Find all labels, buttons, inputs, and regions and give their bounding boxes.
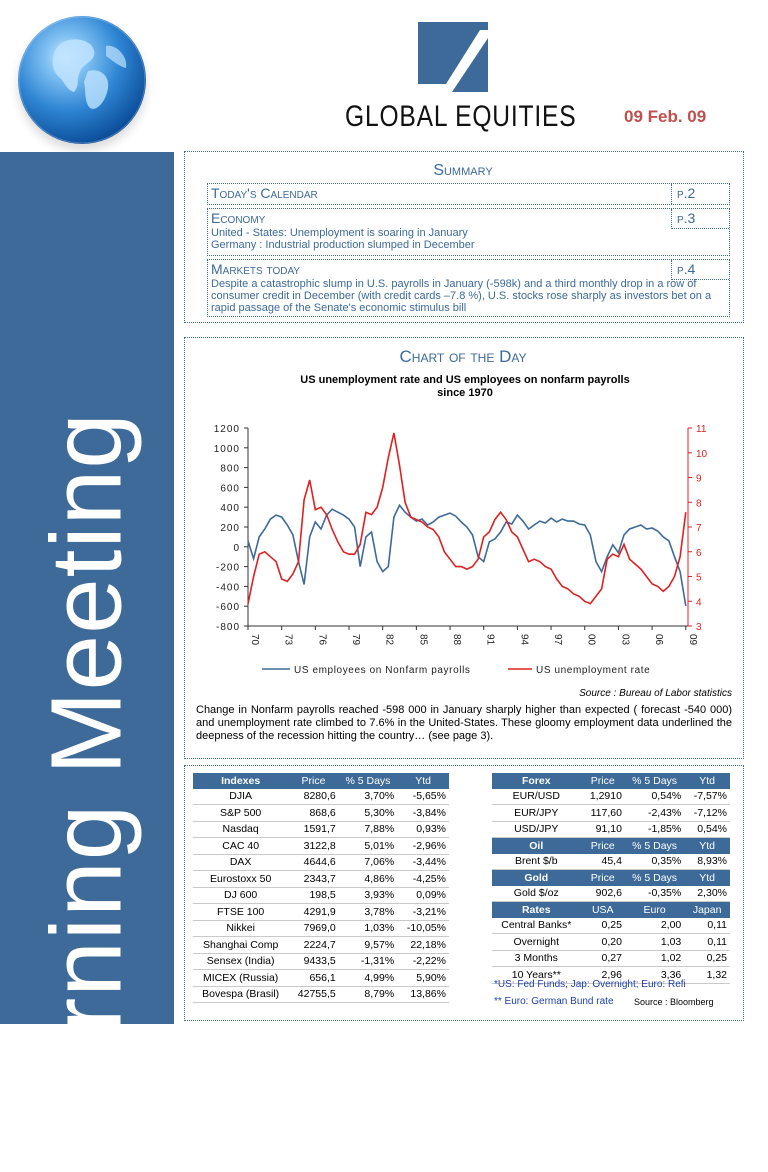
y-left-tick-label: -600 <box>215 602 240 614</box>
indexes-row <box>193 838 449 855</box>
indexes-cell: 1591,7 <box>288 821 338 838</box>
rates-cell: 10 Years** <box>492 967 581 984</box>
forex-row <box>492 821 730 838</box>
summary-page: p.4 <box>671 260 729 280</box>
x-tick-label: 03 <box>619 634 631 646</box>
summary-heading: Economy <box>211 210 266 226</box>
rates-cell: Overnight <box>492 934 581 951</box>
indexes-cell: Sensex (India) <box>193 953 288 970</box>
indexes-cell: 0,93% <box>397 821 449 838</box>
rates-cell: 1,32 <box>684 967 730 984</box>
indexes-cell: 7969,0 <box>288 920 338 937</box>
gold-cell: 2,30% <box>684 886 730 902</box>
forex-cell: 0,54% <box>625 789 684 805</box>
oil-row <box>492 854 730 870</box>
indexes-cell: -3,21% <box>397 904 449 921</box>
x-tick-label: 85 <box>417 634 429 646</box>
x-tick-label: 00 <box>585 634 597 646</box>
y-right-tick-label: 8 <box>696 498 702 510</box>
forex-cell: -7,12% <box>684 805 730 822</box>
chart-title: US unemployment rate and US employees on nonfarm payrolls since 1970 <box>300 374 630 399</box>
forex-cell: EUR/USD <box>492 789 581 805</box>
indexes-cell: 2224,7 <box>288 937 338 954</box>
indexes-cell: 4291,9 <box>288 904 338 921</box>
y-left-tick-label: 200 <box>220 523 240 534</box>
rates-cell: 1,02 <box>625 950 684 967</box>
oil-cell: Brent $/b <box>492 854 581 870</box>
chart-commentary: Change in Nonfarm payrolls reached -598 000 in January sharply higher than expected ( forecast -540 000) and unemployment rate climbed to 7.6% in the United-States. These gloomy employment data underlined the deepness of the recession hitting the country… (see page 3). <box>196 704 732 742</box>
indexes-row <box>193 821 449 838</box>
indexes-cell: Shanghai Comp <box>193 937 288 954</box>
indexes-cell: 0,09% <box>397 887 449 904</box>
indexes-row <box>193 887 449 904</box>
indexes-row <box>193 871 449 888</box>
indexes-cell: -3,44% <box>397 854 449 871</box>
forex-header: Forex <box>492 773 581 789</box>
series-line-unemployment <box>248 433 686 604</box>
x-tick-label: 70 <box>249 634 260 646</box>
y-right-tick-label: 11 <box>696 424 707 435</box>
indexes-cell: Nikkei <box>193 920 288 937</box>
indexes-cell: -3,84% <box>397 805 449 822</box>
indexes-cell: 4,86% <box>339 871 397 888</box>
indexes-cell: 5,30% <box>339 805 397 822</box>
footnote-1: *US: Fed Funds; Jap: Overnight; Euro: Refi <box>494 979 686 990</box>
rates-cell: 2,96 <box>581 967 625 984</box>
legend-label-unemployment: US unemployment rate <box>536 665 651 676</box>
indexes-cell: DJIA <box>193 789 288 805</box>
x-tick-label: 79 <box>350 634 362 646</box>
indexes-row <box>193 904 449 921</box>
x-tick-label: 94 <box>518 634 530 646</box>
gold-header: Gold <box>492 870 581 886</box>
forex-cell: EUR/JPY <box>492 805 581 822</box>
y-left-tick-label: 1000 <box>213 443 240 455</box>
globe-logo <box>18 16 146 144</box>
oil-header: Ytd <box>684 838 730 854</box>
indexes-cell: 9,57% <box>339 937 397 954</box>
rates-cell: 0,11 <box>684 934 730 951</box>
indexes-cell: 7,06% <box>339 854 397 871</box>
gold-header: Ytd <box>684 870 730 886</box>
indexes-cell: 13,86% <box>397 986 449 1003</box>
rates-header: Rates <box>492 902 581 918</box>
y-right-tick-label: 3 <box>696 622 702 633</box>
brand-name: GLOBAL EQUITIES <box>345 100 577 133</box>
oil-header: Oil <box>492 838 581 854</box>
indexes-cell: -2,96% <box>397 838 449 855</box>
indexes-cell: 3122,8 <box>288 838 338 855</box>
indexes-cell: 8280,6 <box>288 789 338 805</box>
indexes-cell: S&P 500 <box>193 805 288 822</box>
x-tick-label: 88 <box>451 634 463 646</box>
forex-table <box>492 773 730 984</box>
indexes-row <box>193 986 449 1003</box>
indexes-row <box>193 953 449 970</box>
indexes-table <box>193 773 449 1003</box>
indexes-cell: 3,70% <box>339 789 397 805</box>
forex-header: % 5 Days <box>625 773 684 789</box>
x-tick-label: 76 <box>316 634 328 646</box>
gold-row <box>492 886 730 902</box>
forex-header: Price <box>581 773 625 789</box>
indexes-header: % 5 Days <box>339 773 397 789</box>
rates-cell: 0,11 <box>684 918 730 934</box>
y-left-tick-label: 800 <box>220 463 240 475</box>
rates-row <box>492 950 730 967</box>
forex-row <box>492 789 730 805</box>
y-left-tick-label: 400 <box>220 503 240 515</box>
rates-cell: Central Banks* <box>492 918 581 934</box>
summary-row-markets[interactable] <box>207 259 730 317</box>
indexes-cell: DJ 600 <box>193 887 288 904</box>
indexes-cell: 8,79% <box>339 986 397 1003</box>
forex-row <box>492 805 730 822</box>
indexes-cell: 3,78% <box>339 904 397 921</box>
indexes-cell: Nasdaq <box>193 821 288 838</box>
summary-heading: Markets today <box>211 261 301 277</box>
forex-cell: -7,57% <box>684 789 730 805</box>
indexes-cell: Eurostoxx 50 <box>193 871 288 888</box>
indexes-row <box>193 854 449 871</box>
summary-row-economy[interactable] <box>207 208 730 256</box>
gold-header: Price <box>581 870 625 886</box>
brand-logo-mark <box>418 22 488 92</box>
forex-cell: 117,60 <box>581 805 625 822</box>
y-left-tick-label: 0 <box>233 542 240 554</box>
indexes-cell: 7,88% <box>339 821 397 838</box>
rates-cell: 0,25 <box>684 950 730 967</box>
indexes-cell: -2,22% <box>397 953 449 970</box>
rates-header: Euro <box>625 902 684 918</box>
summary-title: Summary <box>433 162 493 179</box>
rates-cell: 3,36 <box>625 967 684 984</box>
oil-cell: 45,4 <box>581 854 625 870</box>
indexes-cell: -10,05% <box>397 920 449 937</box>
indexes-cell: 4,99% <box>339 970 397 987</box>
gold-cell: Gold $/oz <box>492 886 581 902</box>
x-tick-label: 91 <box>484 634 496 646</box>
y-left-tick-label: -400 <box>215 582 240 594</box>
indexes-cell: 2343,7 <box>288 871 338 888</box>
report-date: 09 Feb. 09 <box>624 107 707 126</box>
oil-header: % 5 Days <box>625 838 684 854</box>
indexes-cell: 5,01% <box>339 838 397 855</box>
x-tick-label: 09 <box>686 634 698 646</box>
indexes-row <box>193 789 449 805</box>
footnote-source: Source : Bloomberg <box>634 997 714 1007</box>
indexes-cell: 42755,5 <box>288 986 338 1003</box>
indexes-row <box>193 805 449 822</box>
indexes-cell: 5,90% <box>397 970 449 987</box>
chart-section-title: Chart of the Day <box>399 347 527 366</box>
indexes-cell: DAX <box>193 854 288 871</box>
footnote-2: ** Euro: German Bund rate <box>494 996 614 1007</box>
summary-page: p.2 <box>671 184 729 204</box>
indexes-cell: 868,6 <box>288 805 338 822</box>
indexes-cell: 198,5 <box>288 887 338 904</box>
y-left-tick-label: 1200 <box>213 424 240 435</box>
rates-row <box>492 918 730 934</box>
y-left-tick-label: -800 <box>215 622 240 633</box>
indexes-cell: 1,03% <box>339 920 397 937</box>
rates-cell: 3 Months <box>492 950 581 967</box>
forex-cell: USD/JPY <box>492 821 581 838</box>
summary-text: United - States: Unemployment is soaring in January Germany : Industrial production slumped in December <box>211 227 475 251</box>
gold-cell: -0,35% <box>625 886 684 902</box>
indexes-cell: -5,65% <box>397 789 449 805</box>
forex-cell: -1,85% <box>625 821 684 838</box>
rates-header: Japan <box>684 902 730 918</box>
y-right-tick-label: 5 <box>696 572 702 584</box>
rates-cell: 1,03 <box>625 934 684 951</box>
gold-header: % 5 Days <box>625 870 684 886</box>
summary-row-calendar[interactable] <box>207 183 730 205</box>
forex-cell: 91,10 <box>581 821 625 838</box>
y-left-tick-label: 600 <box>220 483 240 495</box>
y-right-tick-label: 10 <box>696 448 708 460</box>
indexes-cell: MICEX (Russia) <box>193 970 288 987</box>
y-right-tick-label: 4 <box>696 597 702 609</box>
indexes-cell: 22,18% <box>397 937 449 954</box>
indexes-header: Ytd <box>397 773 449 789</box>
indexes-row <box>193 937 449 954</box>
indexes-cell: 656,1 <box>288 970 338 987</box>
summary-page: p.3 <box>671 209 729 229</box>
rates-header: USA <box>581 902 625 918</box>
x-tick-label: 06 <box>653 634 665 646</box>
x-tick-label: 73 <box>282 634 294 646</box>
indexes-cell: 4644,6 <box>288 854 338 871</box>
y-right-tick-label: 9 <box>696 473 702 485</box>
chart <box>192 412 732 682</box>
indexes-header: Indexes <box>193 773 288 789</box>
forex-cell: 0,54% <box>684 821 730 838</box>
indexes-cell: 3,93% <box>339 887 397 904</box>
forex-cell: 1,2910 <box>581 789 625 805</box>
indexes-cell: CAC 40 <box>193 838 288 855</box>
legend-label-payrolls: US employees on Nonfarm payrolls <box>294 665 471 676</box>
y-right-tick-label: 6 <box>696 547 702 559</box>
rates-row <box>492 934 730 951</box>
rates-cell: 0,20 <box>581 934 625 951</box>
rates-cell: 0,27 <box>581 950 625 967</box>
indexes-row <box>193 920 449 937</box>
oil-cell: 8,93% <box>684 854 730 870</box>
forex-header: Ytd <box>684 773 730 789</box>
sidebar-title: Morning Meeting <box>30 412 143 1172</box>
oil-cell: 0,35% <box>625 854 684 870</box>
indexes-cell: -1,31% <box>339 953 397 970</box>
forex-cell: -2,43% <box>625 805 684 822</box>
x-tick-label: 82 <box>383 634 395 646</box>
y-right-tick-label: 7 <box>696 523 702 534</box>
summary-text: Despite a catastrophic slump in U.S. payrolls in January (-598k) and a third monthly drop in a row of consumer credit in December (with credit cards –7.8 %), U.S. stocks rose sharply as investors bet on a rapid passage of the Senate's economic stimulus bill <box>211 278 712 314</box>
rates-cell: 0,25 <box>581 918 625 934</box>
x-tick-label: 97 <box>552 634 564 646</box>
gold-cell: 902,6 <box>581 886 625 902</box>
indexes-row <box>193 970 449 987</box>
rates-cell: 2,00 <box>625 918 684 934</box>
indexes-cell: Bovespa (Brasil) <box>193 986 288 1003</box>
series-line-payrolls <box>248 505 686 606</box>
indexes-header: Price <box>288 773 338 789</box>
indexes-cell: -4,25% <box>397 871 449 888</box>
summary-heading: Today's Calendar <box>211 185 318 201</box>
sidebar <box>0 152 174 1172</box>
oil-header: Price <box>581 838 625 854</box>
indexes-cell: 9433,5 <box>288 953 338 970</box>
indexes-cell: FTSE 100 <box>193 904 288 921</box>
chart-source: Source : Bureau of Labor statistics <box>579 688 732 699</box>
y-left-tick-label: -200 <box>215 562 240 574</box>
